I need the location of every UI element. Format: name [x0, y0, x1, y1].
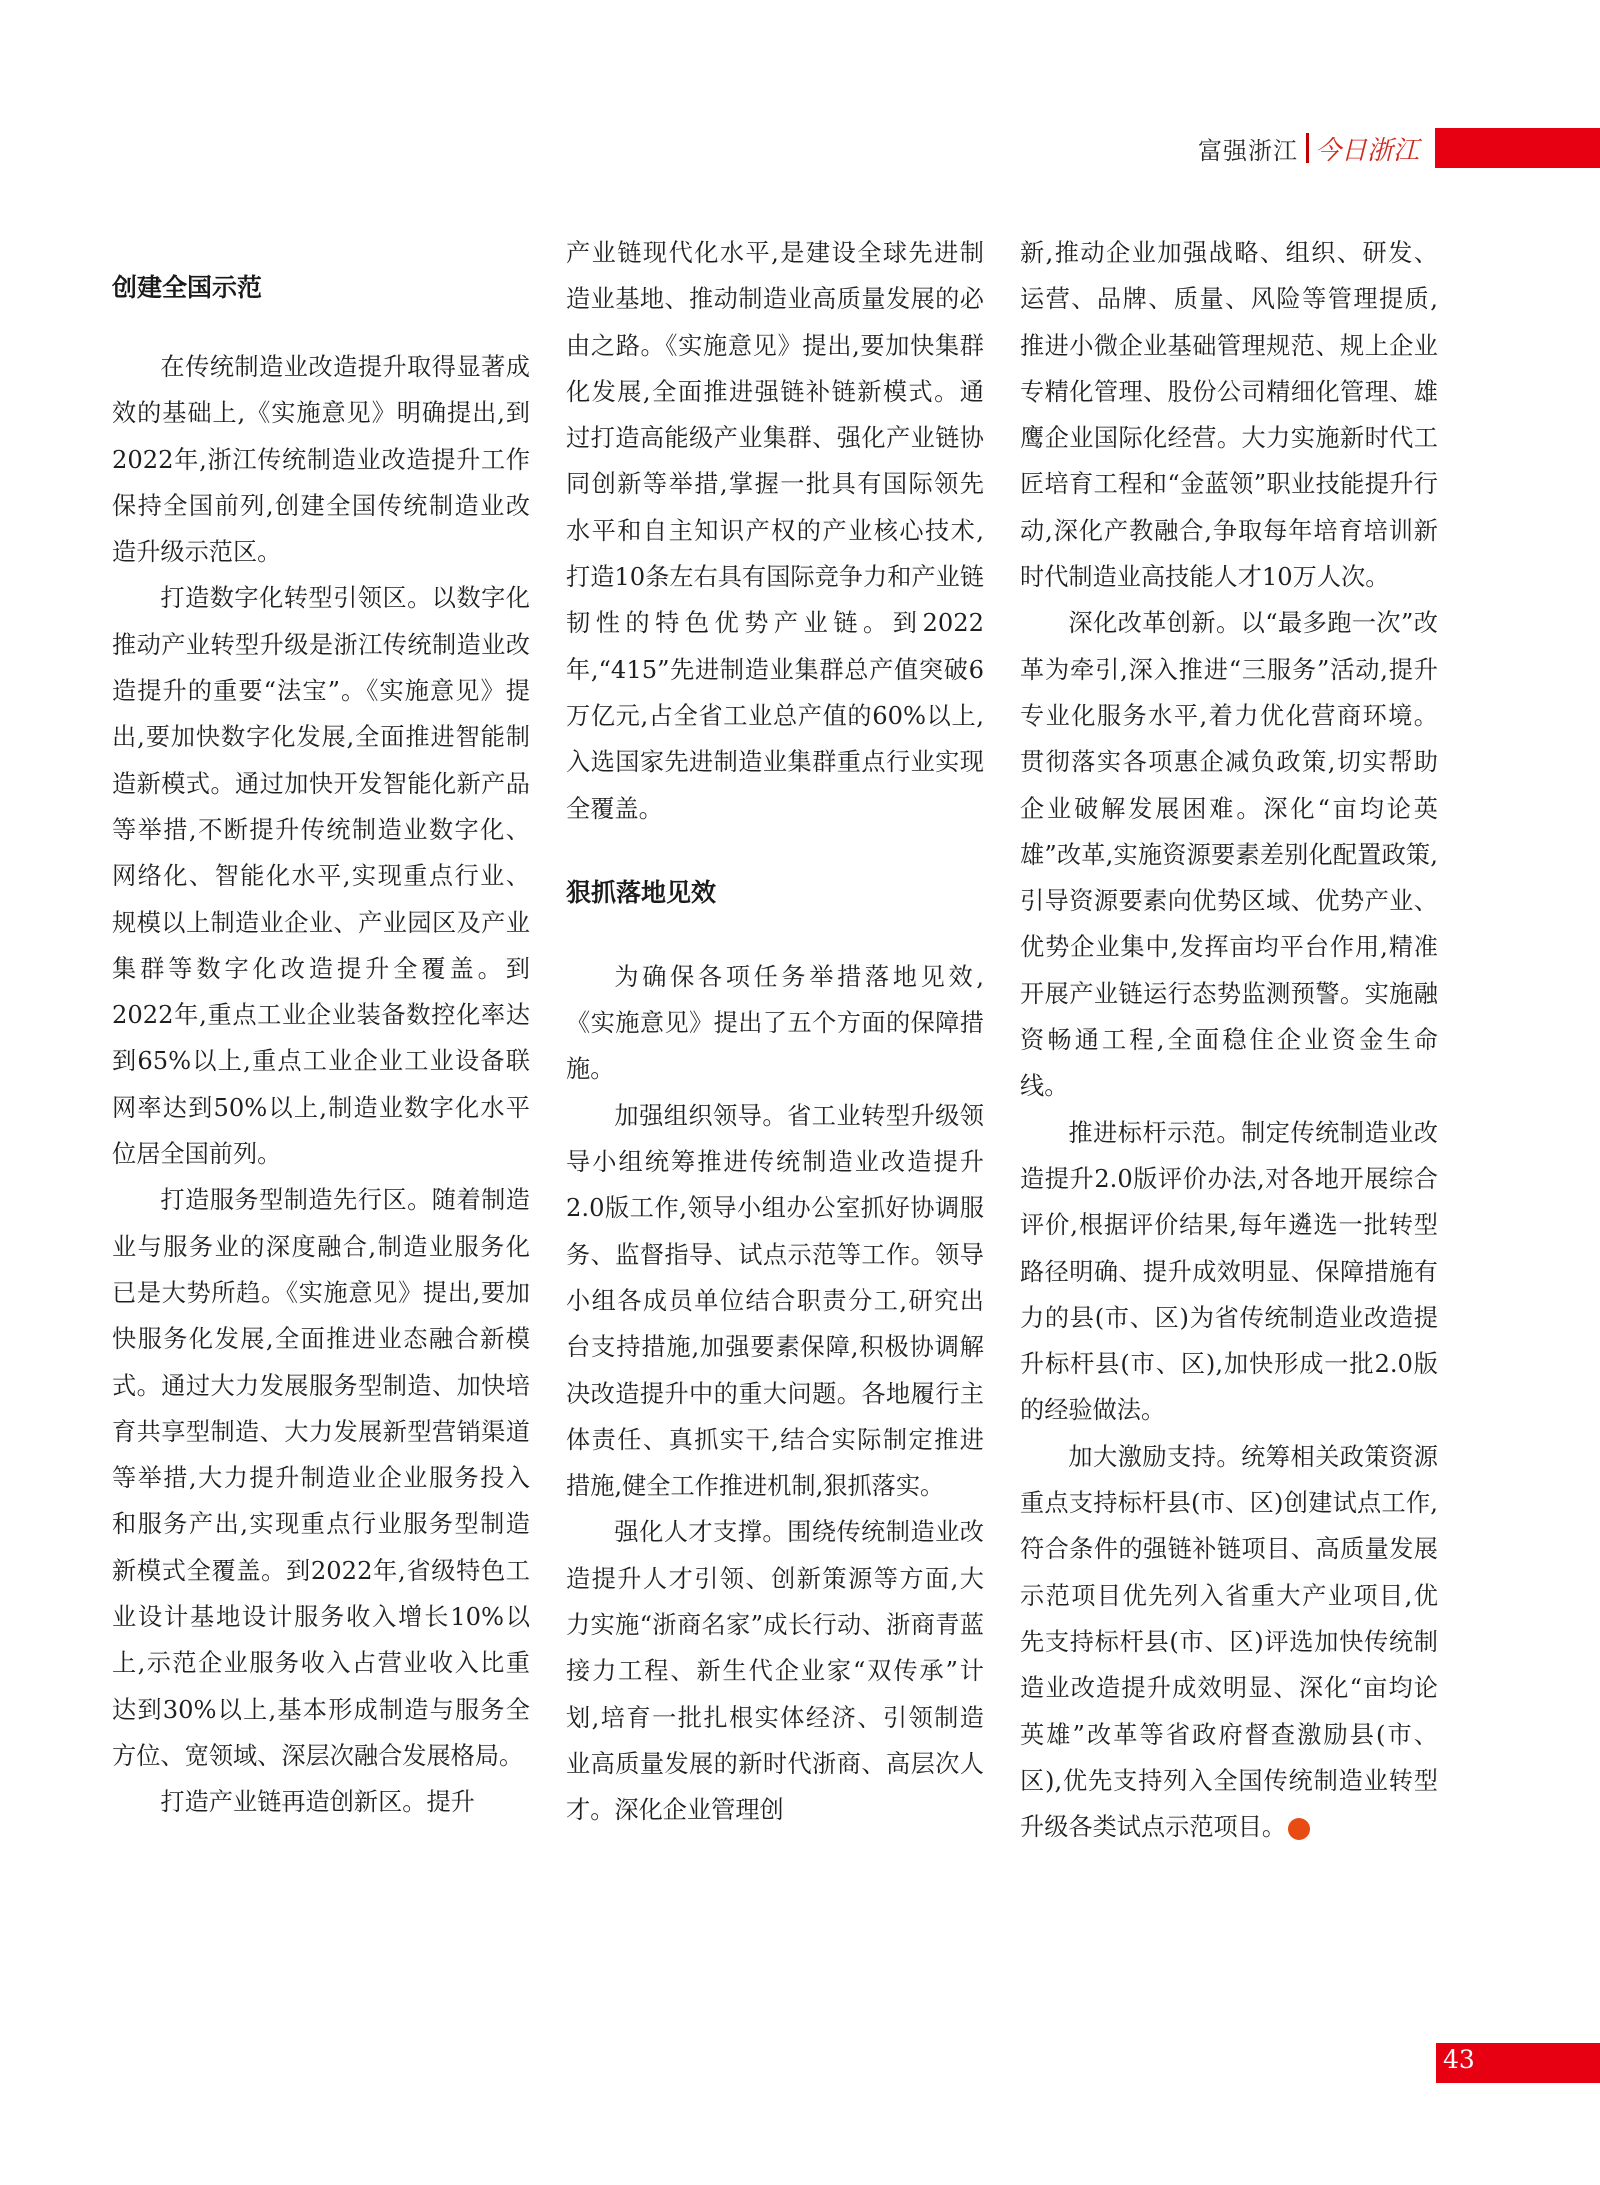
- paragraph: 加强组织领导。省工业转型升级领导小组统筹推进传统制造业改造提升2.0版工作,领导小组办公室抓好协调服务、监督指导、试点示范等工作。领导小组各成员单位结合职责分工,研究出台支持措施,加强要素保障,积极协调解决改造提升中的重大问题。各地履行主体责任、真抓实干,结合实际制定推进措施,健全工作推进机制,狠抓落实。: [566, 1101, 984, 1501]
- section-heading-1: 创建全国示范: [112, 273, 263, 302]
- header-divider: [1306, 133, 1309, 163]
- page-header: [1198, 126, 1419, 170]
- header-section-title: 富强浙江: [1198, 136, 1298, 165]
- article-column-3: [1020, 230, 1438, 1850]
- paragraph: [1020, 1434, 1438, 1851]
- paragraph-continuation: 新,推动企业加强战略、组织、研发、运营、品牌、质量、风险等管理提质,推进小微企业基础管理规范、规上企业专精化管理、股份公司精细化管理、雄鹰企业国际化经营。大力实施新时代工匠培育工程和“金蓝领”职业技能提升行动,深化产教融合,争取每年培育培训新时代制造业高技能人才10万人次。: [1020, 239, 1438, 592]
- paragraph-text: 加大激励支持。统筹相关政策资源重点支持标杆县(市、区)创建试点工作,符合条件的强链补链项目、高质量发展示范项目优先列入省重大产业项目,优先支持标杆县(市、区)评选加快传统制造业改造提升成效明显、深化“亩均论英雄”改革等省政府督查激励县(市、区),优先支持列入全国传统制造业转型升级各类试点示范项目。: [1020, 1442, 1438, 1842]
- page-number: 43: [1443, 2045, 1475, 2074]
- paragraph: 打造产业链再造创新区。提升: [160, 1788, 475, 1817]
- paragraph: 打造数字化转型引领区。以数字化推动产业转型升级是浙江传统制造业改造提升的重要“法宝”。《实施意见》提出,要加快数字化发展,全面推进智能制造新模式。通过加快开发智能化新产品等举措,不断提升传统制造业数字化、网络化、智能化水平,实现重点行业、规模以上制造业企业、产业园区及产业集群等数字化改造提升全覆盖。到2022年,重点工业企业装备数控化率达到65%以上,重点工业企业工业设备联网率达到50%以上,制造业数字化水平位居全国前列。: [112, 584, 530, 1169]
- paragraph-continuation: 产业链现代化水平,是建设全球先进制造业基地、推动制造业高质量发展的必由之路。《实施意见》提出,要加快集群化发展,全面推进强链补链新模式。通过打造高能级产业集群、强化产业链协同创新等举措,掌握一批具有国际领先水平和自主知识产权的产业核心技术,打造10条左右具有国际竞争力和产业链韧性的特色优势产业链。到2022年,“415”先进制造业集群总产值突破6万亿元,占全省工业总产值的60%以上,入选国家先进制造业集群重点行业实现全覆盖。: [566, 239, 984, 823]
- header-red-bar: [1435, 128, 1600, 168]
- paragraph: 打造服务型制造先行区。随着制造业与服务业的深度融合,制造业服务化已是大势所趋。《实施意见》提出,要加快服务化发展,全面推进业态融合新模式。通过大力发展服务型制造、加快培育共享型制造、大力发展新型营销渠道等举措,大力提升制造业企业服务投入和服务产出,实现重点行业服务型制造新模式全覆盖。到2022年,省级特色工业设计基地设计服务收入增长10%以上,示范企业服务收入占营业收入比重达到30%以上,基本形成制造与服务全方位、宽领域、深层次融合发展格局。: [112, 1186, 530, 1770]
- paragraph: 在传统制造业改造提升取得显著成效的基础上,《实施意见》明确提出,到2022年,浙江传统制造业改造提升工作保持全国前列,创建全国传统制造业改造升级示范区。: [112, 353, 530, 567]
- section-heading-2: 狠抓落地见效: [566, 877, 717, 907]
- paragraph: 深化改革创新。以“最多跑一次”改革为牵引,深入推进“三服务”活动,提升专业化服务水平,着力优化营商环境。贯彻落实各项惠企减负政策,切实帮助企业破解发展困难。深化“亩均论英雄”改革,实施资源要素差别化配置政策,引导资源要素向优势区域、优势产业、优势企业集中,发挥亩均平台作用,精准开展产业链运行态势监测预警。实施融资畅通工程,全面稳住企业资金生命线。: [1020, 609, 1438, 1101]
- article-end-icon: 今: [1288, 1818, 1310, 1840]
- magazine-logo: 今日浙江: [1315, 135, 1420, 166]
- paragraph: 强化人才支撑。围绕传统制造业改造提升人才引领、创新策源等方面,大力实施“浙商名家”成长行动、浙商青蓝接力工程、新生代企业家“双传承”计划,培育一批扎根实体经济、引领制造业高质量发展的新时代浙商、高层次人才。深化企业管理创: [566, 1518, 984, 1825]
- paragraph: 为确保各项任务举措落地见效,《实施意见》提出了五个方面的保障措施。: [566, 962, 984, 1084]
- article-column-1: [112, 230, 530, 1826]
- paragraph: 推进标杆示范。制定传统制造业改造提升2.0版评价办法,对各地开展综合评价,根据评价结果,每年遴选一批转型路径明确、提升成效明显、保障措施有力的县(市、区)为省传统制造业改造提升标杆县(市、区),加快形成一批2.0版的经验做法。: [1020, 1118, 1438, 1425]
- article-column-2: [566, 230, 984, 1834]
